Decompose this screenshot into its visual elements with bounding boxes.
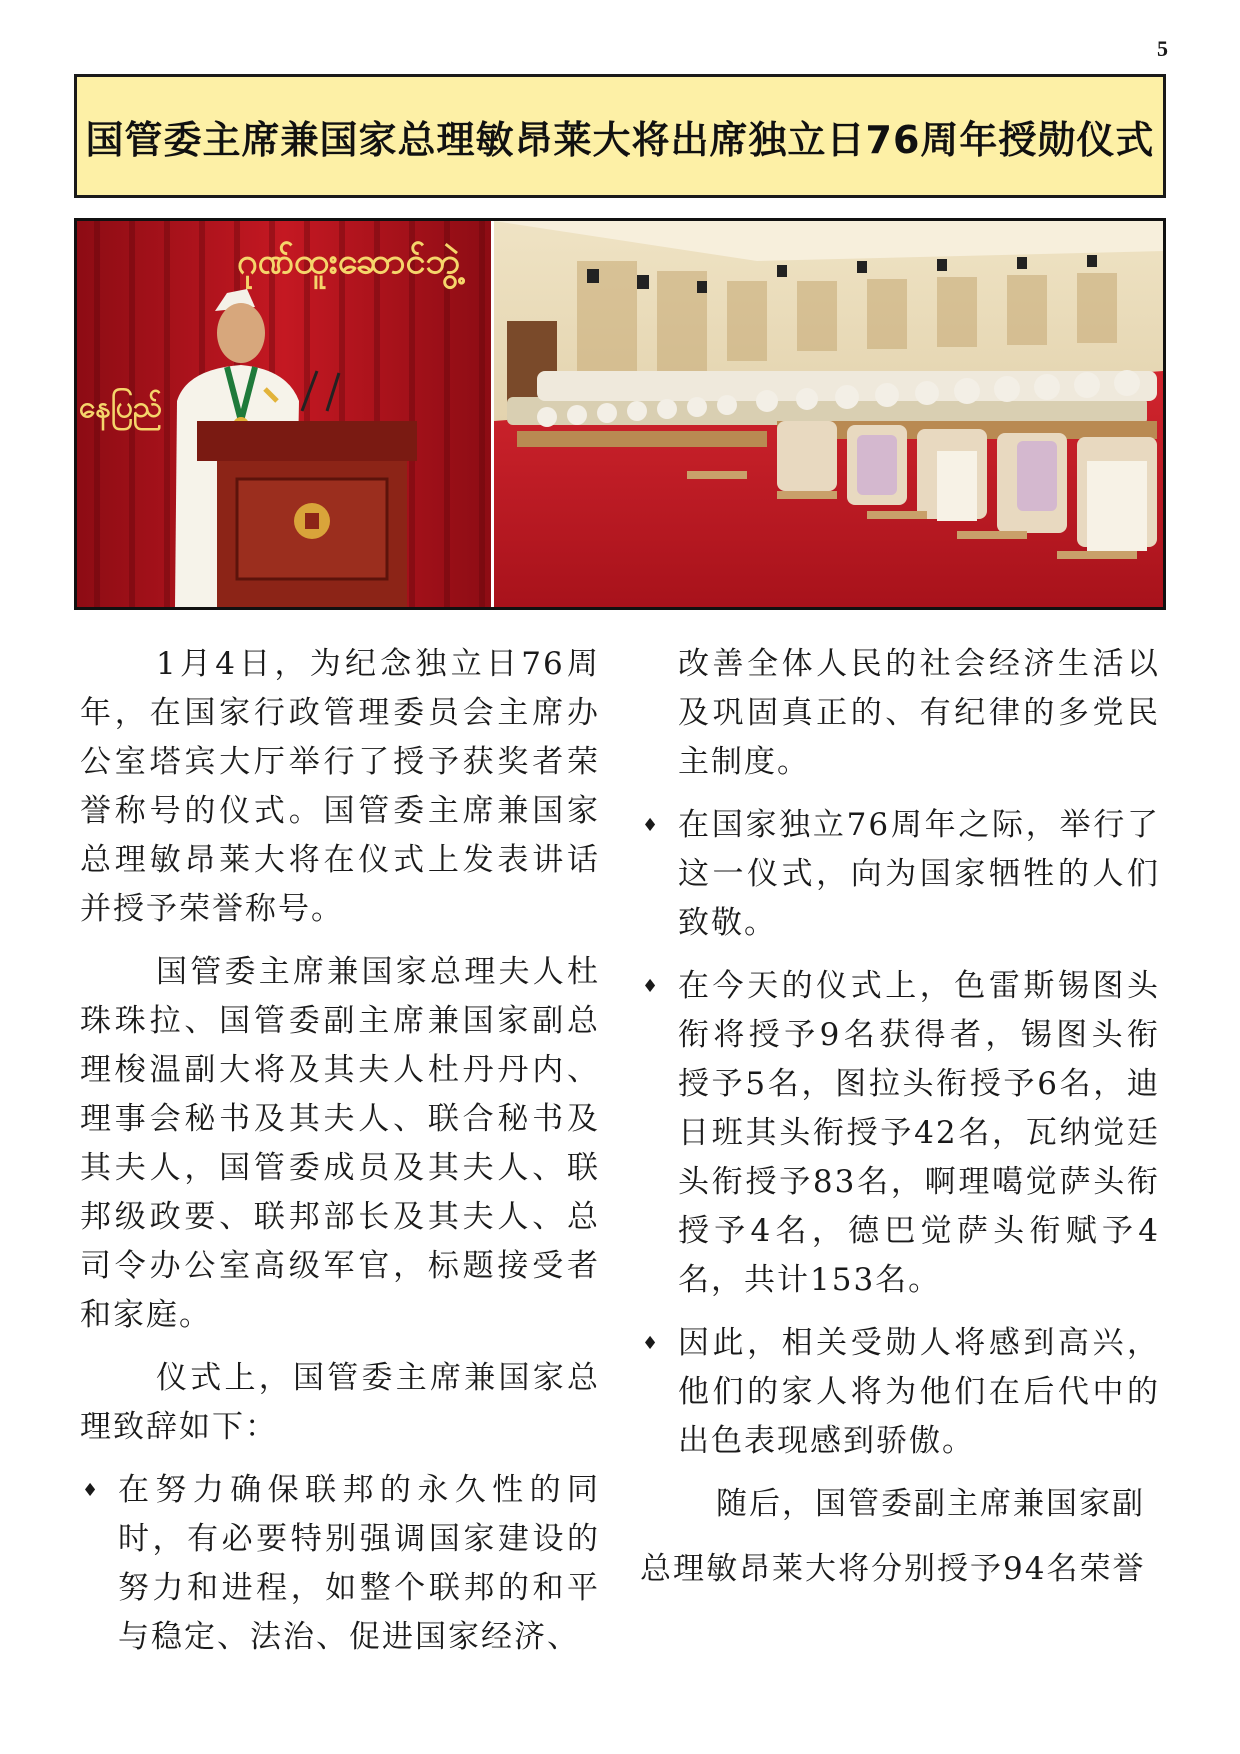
speech-bullet-1 — [80, 1466, 600, 1662]
paragraph-speech-intro: 仪式上，国管委主席兼国家总理致辞如下： — [80, 1360, 600, 1445]
bullet-text: 在努力确保联邦的永久性的同时，有必要特别强调国家建设的努力和进程，如整个联邦的和平与稳定、法治、促进国家经济、 — [118, 1472, 600, 1655]
banner-text-side: နေပြည် — [79, 390, 162, 425]
speech-bullet-2 — [640, 801, 1160, 948]
speech-bullet-3 — [640, 962, 1160, 1305]
page-number: 5 — [1157, 36, 1168, 61]
paragraph-date-intro: 1月4日，为纪念独立日76周年，在国家行政管理委员会主席办公室塔宾大厅举行了授予获奖者荣誉称号的仪式。国管委主席兼国家总理敏昂莱大将在仪式上发表讲话并授予荣誉称号。 — [80, 646, 600, 927]
bullet-text: 在国家独立76周年之际，举行了这一仪式，向为国家牺牲的人们致敬。 — [678, 807, 1160, 941]
diamond-bullet-icon: ♦ — [82, 1480, 101, 1501]
speaker-photo — [77, 221, 491, 607]
left-column — [80, 640, 600, 1676]
paragraph-conferral-cont: 总理敏昂莱大将分别授予94名荣誉 — [640, 1551, 1146, 1587]
diamond-bullet-icon: ♦ — [642, 1333, 661, 1354]
bullet-continuation: 改善全体人民的社会经济生活以及巩固真正的、有纪律的多党民主制度。 — [678, 646, 1160, 780]
paragraph-conferral: 随后，国管委副主席兼国家副 — [716, 1486, 1145, 1522]
right-column — [640, 640, 1160, 1608]
page-title: 国管委主席兼国家总理敏昂莱大将出席独立日76周年授勋仪式 — [85, 117, 1155, 162]
bullet-text: 因此，相关受勋人将感到高兴，他们的家人将为他们在后代中的出色表现感到骄傲。 — [678, 1325, 1160, 1459]
ceremony-photo — [77, 221, 1163, 607]
podium — [197, 421, 417, 607]
paragraph-attendees: 国管委主席兼国家总理夫人杜珠珠拉、国管委副主席兼国家副总理梭温副大将及其夫人杜丹丹内、理事会秘书及其夫人、联合秘书及其夫人，国管委成员及其夫人、联邦级政要、联邦部长及其夫人、总司令办公室高级军官，标题接受者和家庭。 — [80, 954, 600, 1333]
diamond-bullet-icon: ♦ — [642, 976, 661, 997]
diamond-bullet-icon: ♦ — [642, 815, 661, 836]
bullet-text: 在今天的仪式上，色雷斯锡图头衔将授予9名获得者，锡图头衔授予5名，图拉头衔授予6名，迪日班其头衔授予42名，瓦纳觉廷头衔授予83名，啊理噶觉萨头衔授予4名，德巴觉萨头衔赋予4名，共计153名。 — [678, 968, 1160, 1298]
title-box — [74, 74, 1166, 198]
audience-photo — [494, 221, 1163, 607]
photo-frame — [74, 218, 1166, 610]
speech-bullet-4 — [640, 1319, 1160, 1466]
banner-text-top: ဂုဏ်ထူးဆောင်ဘွဲ့ — [237, 241, 461, 282]
